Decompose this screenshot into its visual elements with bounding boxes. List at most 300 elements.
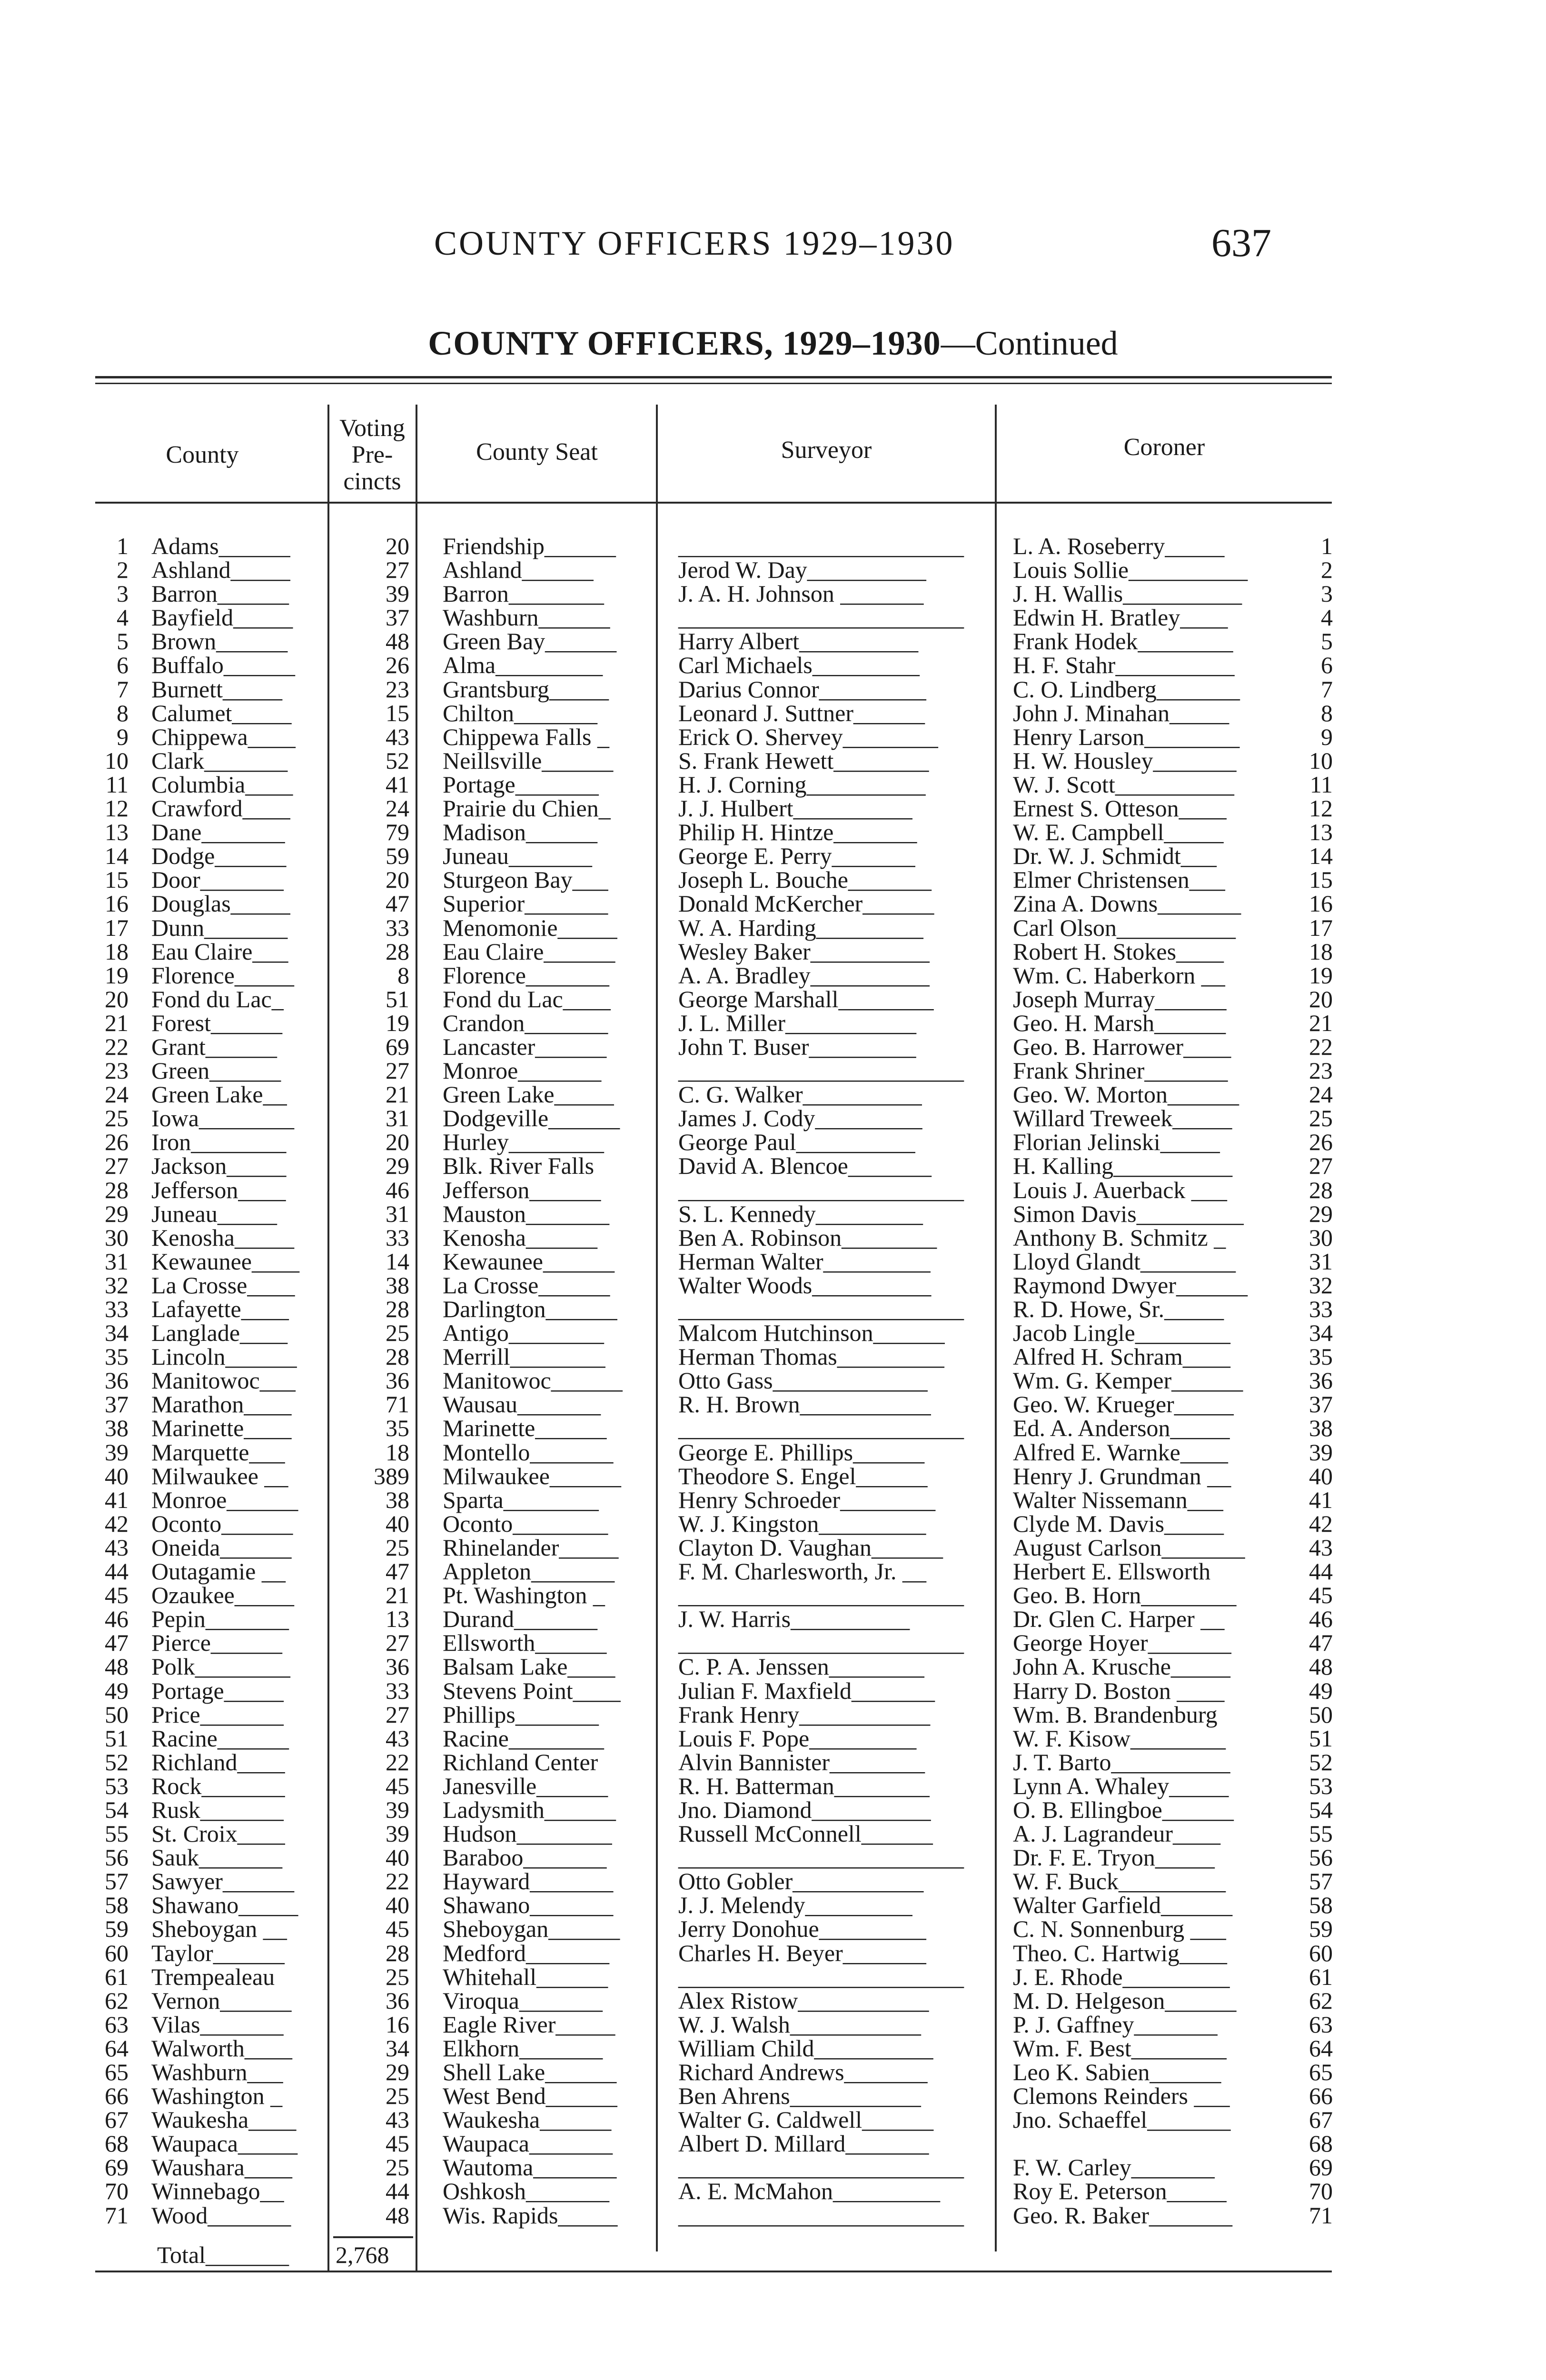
surveyor: Ben A. Robinson________ (678, 1224, 937, 1251)
voting-precincts: 43 (386, 1725, 409, 1752)
table-row (0, 1703, 1546, 1726)
row-number: 62 (105, 1987, 129, 2014)
surveyor: ________________________ (678, 1057, 964, 1084)
voting-precincts: 27 (386, 1629, 409, 1656)
table-row (0, 1631, 1546, 1655)
table-row (0, 820, 1546, 844)
county-seat: Shell Lake______ (443, 2059, 617, 2085)
county-seat: Wis. Rapids_____ (443, 2202, 618, 2229)
table-row (0, 844, 1546, 868)
row-number-right: 71 (1309, 2202, 1333, 2229)
county-seat: Neillsville______ (443, 747, 614, 774)
row-number-right: 63 (1309, 2011, 1333, 2038)
row-number-right: 60 (1309, 1939, 1333, 1966)
county-seat: La Crosse______ (443, 1271, 610, 1299)
row-number-right: 61 (1309, 1963, 1333, 1990)
row-number-right: 44 (1309, 1558, 1333, 1585)
row-number: 63 (105, 2011, 129, 2038)
county-name: Douglas_____ (151, 890, 290, 917)
county-seat: Baraboo_______ (443, 1844, 607, 1871)
total-row (0, 2241, 1546, 2268)
surveyor: Charles H. Beyer_______ (678, 1939, 926, 1966)
row-number: 37 (105, 1391, 129, 1418)
surveyor: J. J. Melendy_________ (678, 1892, 912, 1919)
row-number-right: 36 (1309, 1367, 1333, 1394)
county-name: Forest______ (151, 1009, 282, 1036)
surveyor: W. A. Harding_________ (678, 914, 923, 941)
county-seat: Chippewa Falls _ (443, 723, 609, 750)
county-seat: Antigo________ (443, 1319, 604, 1347)
row-number: 19 (105, 962, 129, 989)
coroner: C. O. Lindberg_______ (1013, 675, 1240, 703)
row-number: 32 (105, 1271, 129, 1299)
row-number: 22 (105, 1033, 129, 1060)
coroner: Carl Olson__________ (1013, 914, 1236, 941)
voting-precincts: 20 (386, 866, 409, 893)
voting-precincts: 45 (386, 1772, 409, 1799)
surveyor: George Paul__________ (678, 1129, 915, 1156)
row-number-right: 45 (1309, 1582, 1333, 1609)
coroner: J. E. Rhode_________ (1013, 1963, 1230, 1990)
row-number: 6 (117, 652, 129, 679)
county-seat: Montello_______ (443, 1438, 614, 1466)
coroner: Wm. G. Kemper______ (1013, 1367, 1243, 1394)
county-name: Vilas_______ (151, 2011, 284, 2038)
voting-precincts: 43 (386, 723, 409, 750)
row-number: 15 (105, 866, 129, 893)
coroner: J. T. Barto__________ (1013, 1748, 1230, 1775)
voting-precincts: 27 (386, 1701, 409, 1728)
coroner: Alfred H. Schram____ (1013, 1343, 1230, 1370)
surveyor: George E. Phillips______ (678, 1438, 925, 1466)
row-number-right: 19 (1309, 962, 1333, 989)
row-number: 60 (105, 1939, 129, 1966)
table-row (0, 1011, 1546, 1035)
row-number: 16 (105, 890, 129, 917)
surveyor: Herman Walter_________ (678, 1248, 931, 1275)
row-number: 45 (105, 1582, 129, 1609)
voting-precincts: 38 (386, 1486, 409, 1513)
total-rule (333, 2236, 413, 2238)
county-name: Oconto______ (151, 1510, 293, 1537)
surveyor: Alvin Bannister________ (678, 1748, 925, 1775)
row-number-right: 24 (1309, 1081, 1333, 1108)
row-number-right: 21 (1309, 1009, 1333, 1036)
table-row (0, 2132, 1546, 2155)
table-row (0, 1488, 1546, 1512)
coroner: Leo K. Sabien______ (1013, 2059, 1221, 2085)
coroner: Dr. F. E. Tryon_____ (1013, 1844, 1215, 1871)
table-row (0, 987, 1546, 1011)
county-name: Richland____ (151, 1748, 285, 1775)
coroner: George Hoyer_______ (1013, 1629, 1231, 1656)
county-seat: Alma_________ (443, 652, 603, 679)
coroner: J. H. Wallis__________ (1013, 580, 1242, 607)
surveyor: C. P. A. Jenssen________ (678, 1653, 924, 1680)
surveyor: James J. Cody_________ (678, 1105, 922, 1132)
county-name: Burnett_____ (151, 675, 282, 703)
coroner: Geo. W. Krueger_____ (1013, 1391, 1234, 1418)
voting-precincts: 20 (386, 533, 409, 559)
row-number: 28 (105, 1176, 129, 1203)
county-seat: Marinette______ (443, 1415, 607, 1442)
coroner: Wm. F. Best________ (1013, 2034, 1227, 2062)
county-name: Florence_____ (151, 962, 294, 989)
coroner: John A. Krusche_____ (1013, 1653, 1230, 1680)
county-name: Dane_______ (151, 819, 285, 846)
row-number: 27 (105, 1152, 129, 1180)
county-seat: Prairie du Chien_ (443, 795, 611, 822)
table-title-suffix: —Continued (941, 324, 1118, 362)
coroner: Alfred E. Warnke____ (1013, 1438, 1228, 1466)
surveyor: Darius Connor_________ (678, 675, 926, 703)
surveyor: ________________________ (678, 604, 964, 631)
coroner: Geo. B. Harrower____ (1013, 1033, 1231, 1060)
coroner: Henry J. Grundman __ (1013, 1462, 1231, 1489)
county-name: Fond du Lac_ (151, 985, 284, 1012)
surveyor: ________________________ (678, 533, 964, 559)
voting-precincts: 29 (386, 2059, 409, 2085)
county-seat: Elkhorn_______ (443, 2034, 603, 2062)
row-number: 71 (105, 2202, 129, 2229)
surveyor: ________________________ (678, 1296, 964, 1322)
county-name: Portage_____ (151, 1677, 284, 1704)
county-seat: Green Bay______ (443, 628, 617, 655)
row-number: 70 (105, 2178, 129, 2205)
county-name: Waushara____ (151, 2154, 292, 2181)
table-row (0, 2084, 1546, 2108)
total-value: 2,768 (336, 2241, 389, 2268)
row-number-right: 35 (1309, 1343, 1333, 1370)
county-name: Racine______ (151, 1725, 289, 1752)
surveyor: F. M. Charlesworth, Jr. __ (678, 1558, 926, 1585)
county-seat: Juneau_______ (443, 843, 592, 870)
voting-precincts: 25 (386, 2082, 409, 2110)
surveyor: ________________________ (678, 1415, 964, 1442)
row-number: 25 (105, 1105, 129, 1132)
row-number: 1 (117, 533, 129, 559)
voting-precincts: 35 (386, 1415, 409, 1442)
voting-precincts: 15 (386, 699, 409, 726)
surveyor: A. E. McMahon_________ (678, 2178, 940, 2205)
row-number: 39 (105, 1438, 129, 1466)
row-number: 66 (105, 2082, 129, 2110)
voting-precincts: 59 (386, 843, 409, 870)
voting-precincts: 389 (374, 1462, 409, 1489)
county-name: St. Croix____ (151, 1820, 285, 1847)
row-number: 52 (105, 1748, 129, 1775)
coroner: L. A. Roseberry_____ (1013, 533, 1225, 559)
voting-precincts: 39 (386, 1796, 409, 1823)
surveyor: Philip H. Hintze_______ (678, 819, 917, 846)
voting-precincts: 27 (386, 556, 409, 584)
county-seat: West Bend______ (443, 2082, 617, 2110)
county-name: Eau Claire___ (151, 938, 288, 965)
header-voting-line: Voting (339, 415, 405, 442)
row-number-right: 2 (1321, 556, 1333, 584)
table-row (0, 749, 1546, 773)
surveyor: Louis F. Pope_________ (678, 1725, 917, 1752)
surveyor: Otto Gobler___________ (678, 1868, 924, 1895)
top-rule-thick (95, 376, 1332, 378)
row-number-right: 16 (1309, 890, 1333, 917)
header-county: County (166, 441, 239, 468)
table-row (0, 1607, 1546, 1631)
row-number: 8 (117, 699, 129, 726)
row-number: 49 (105, 1677, 129, 1704)
table-row (0, 1273, 1546, 1297)
table-row (0, 2036, 1546, 2060)
county-name: Dunn_______ (151, 914, 288, 941)
coroner: Raymond Dwyer______ (1013, 1271, 1248, 1299)
coroner: A. J. Lagrandeur____ (1013, 1820, 1220, 1847)
surveyor: John T. Buser_________ (678, 1033, 916, 1060)
row-number-right: 27 (1309, 1152, 1333, 1180)
county-seat: Ashland______ (443, 556, 594, 584)
header-county-seat: County Seat (476, 438, 598, 466)
surveyor: Donald McKercher______ (678, 890, 934, 917)
table-row (0, 1536, 1546, 1559)
coroner: Herbert E. Ellsworth (1013, 1558, 1211, 1585)
voting-precincts: 26 (386, 652, 409, 679)
table-row (0, 1392, 1546, 1416)
table-row (0, 1464, 1546, 1488)
county-name: Juneau_____ (151, 1200, 277, 1227)
table-row (0, 1750, 1546, 1774)
coroner: Lloyd Glandt________ (1013, 1248, 1236, 1275)
voting-precincts: 46 (386, 1176, 409, 1203)
table-row (0, 1202, 1546, 1226)
row-number-right: 28 (1309, 1176, 1333, 1203)
table-row (0, 2203, 1546, 2227)
county-name: Wood_______ (151, 2202, 291, 2229)
county-name: La Crosse____ (151, 1271, 295, 1299)
row-number-right: 54 (1309, 1796, 1333, 1823)
surveyor: Jerod W. Day__________ (678, 556, 926, 584)
voting-precincts: 22 (386, 1868, 409, 1895)
page-number: 637 (1211, 221, 1271, 265)
voting-precincts: 45 (386, 1915, 409, 1943)
county-name: Polk________ (151, 1653, 290, 1680)
row-number: 44 (105, 1558, 129, 1585)
surveyor: W. J. Kingston_________ (678, 1510, 926, 1537)
coroner: F. W. Carley_______ (1013, 2154, 1215, 2181)
table-row (0, 582, 1546, 605)
county-seat: Friendship______ (443, 533, 616, 559)
coroner: Wm. B. Brandenburg (1013, 1701, 1218, 1728)
row-number: 24 (105, 1081, 129, 1108)
county-name: Rusk_______ (151, 1796, 284, 1823)
county-name: Milwaukee __ (151, 1462, 288, 1489)
county-rows (0, 534, 1546, 2227)
county-name: Pepin_______ (151, 1606, 289, 1633)
header-surveyor: Surveyor (781, 436, 872, 464)
row-number-right: 67 (1309, 2106, 1333, 2133)
row-number: 69 (105, 2154, 129, 2181)
county-name: Marinette____ (151, 1415, 292, 1442)
row-number-right: 57 (1309, 1868, 1333, 1895)
row-number-right: 10 (1309, 747, 1333, 774)
voting-precincts: 31 (386, 1105, 409, 1132)
surveyor: Herman Thomas_________ (678, 1343, 944, 1370)
table-row (0, 725, 1546, 749)
surveyor: Walter G. Caldwell______ (678, 2106, 934, 2133)
county-name: Green Lake__ (151, 1081, 287, 1108)
county-seat: Viroqua_______ (443, 1987, 603, 2014)
coroner: Robert H. Stokes____ (1013, 938, 1224, 965)
county-seat: Dodgeville______ (443, 1105, 620, 1132)
county-seat: Crandon_______ (443, 1009, 608, 1036)
voting-precincts: 24 (386, 795, 409, 822)
row-number: 40 (105, 1462, 129, 1489)
surveyor: H. J. Corning__________ (678, 771, 926, 798)
county-name: Marquette___ (151, 1438, 285, 1466)
row-number: 59 (105, 1915, 129, 1943)
surveyor: George Marshall________ (678, 985, 934, 1012)
row-number: 54 (105, 1796, 129, 1823)
county-seat: Oconto________ (443, 1510, 608, 1537)
surveyor: S. Frank Hewett________ (678, 747, 929, 774)
county-name: Monroe______ (151, 1486, 298, 1513)
county-name: Calumet_____ (151, 699, 292, 726)
row-number-right: 53 (1309, 1772, 1333, 1799)
table-row (0, 534, 1546, 558)
surveyor: ________________________ (678, 2202, 964, 2229)
coroner: H. W. Housley_______ (1013, 747, 1237, 774)
surveyor: Carl Michaels_________ (678, 652, 920, 679)
county-name: Marathon____ (151, 1391, 292, 1418)
voting-precincts: 44 (386, 2178, 409, 2205)
row-number-right: 33 (1309, 1296, 1333, 1322)
coroner: Simon Davis_________ (1013, 1200, 1244, 1227)
voting-precincts: 40 (386, 1892, 409, 1919)
row-number-right: 65 (1309, 2059, 1333, 2085)
surveyor: Wesley Baker__________ (678, 938, 930, 965)
surveyor: George E. Perry_______ (678, 843, 915, 870)
county-seat: Balsam Lake____ (443, 1653, 615, 1680)
voting-precincts: 36 (386, 1367, 409, 1394)
county-seat: Durand_______ (443, 1606, 597, 1633)
surveyor: ________________________ (678, 1629, 964, 1656)
county-seat: Manitowoc______ (443, 1367, 623, 1394)
row-number-right: 69 (1309, 2154, 1333, 2181)
county-name: Trempealeau (151, 1963, 275, 1990)
county-name: Brown______ (151, 628, 288, 655)
row-number-right: 26 (1309, 1129, 1333, 1156)
row-number: 34 (105, 1319, 129, 1347)
surveyor: Jno. Diamond__________ (678, 1796, 931, 1823)
surveyor: Alex Ristow___________ (678, 1987, 929, 2014)
county-seat: Hayward_______ (443, 1868, 614, 1895)
voting-precincts: 45 (386, 2130, 409, 2157)
voting-precincts: 22 (386, 1748, 409, 1775)
voting-precincts: 16 (386, 2011, 409, 2038)
row-number-right: 58 (1309, 1892, 1333, 1919)
voting-precincts: 28 (386, 1939, 409, 1966)
row-number: 55 (105, 1820, 129, 1847)
coroner: M. D. Helgeson______ (1013, 1987, 1237, 2014)
table-row (0, 916, 1546, 940)
row-number: 53 (105, 1772, 129, 1799)
county-seat: Ellsworth______ (443, 1629, 607, 1656)
coroner: Florian Jelinski_____ (1013, 1129, 1220, 1156)
coroner: Zina A. Downs_______ (1013, 890, 1241, 917)
coroner: W. F. Kisow________ (1013, 1725, 1226, 1752)
table-row (0, 1321, 1546, 1345)
row-number-right: 4 (1321, 604, 1333, 631)
row-number: 4 (117, 604, 129, 631)
surveyor: Clayton D. Vaughan______ (678, 1534, 943, 1561)
row-number-right: 49 (1309, 1677, 1333, 1704)
county-name: Vernon______ (151, 1987, 292, 2014)
row-number: 56 (105, 1844, 129, 1871)
table-row (0, 1130, 1546, 1154)
surveyor: C. G. Walker__________ (678, 1081, 922, 1108)
county-seat: Oshkosh_______ (443, 2178, 610, 2205)
row-number-right: 51 (1309, 1725, 1333, 1752)
county-seat: Barron________ (443, 580, 604, 607)
county-seat: Superior_______ (443, 890, 608, 917)
county-name: Price_______ (151, 1701, 284, 1728)
row-number: 38 (105, 1415, 129, 1442)
row-number-right: 40 (1309, 1462, 1333, 1489)
county-seat: Shawano_______ (443, 1892, 614, 1919)
county-seat: Eagle River_____ (443, 2011, 615, 2038)
table-row (0, 892, 1546, 915)
county-name: Barron______ (151, 580, 289, 607)
row-number: 50 (105, 1701, 129, 1728)
row-number-right: 18 (1309, 938, 1333, 965)
voting-precincts: 14 (386, 1248, 409, 1275)
county-seat: Sheboygan______ (443, 1915, 620, 1943)
county-name: Kewaunee____ (151, 1248, 299, 1275)
table-row (0, 1297, 1546, 1321)
voting-precincts: 21 (386, 1582, 409, 1609)
county-seat: Monroe_______ (443, 1057, 602, 1084)
county-seat: Portage_______ (443, 771, 599, 798)
county-seat: Hurley________ (443, 1129, 604, 1156)
header-precincts-line: Pre- (351, 441, 393, 468)
voting-precincts: 20 (386, 1129, 409, 1156)
coroner: O. B. Ellingboe______ (1013, 1796, 1234, 1823)
coroner: P. J. Gaffney_______ (1013, 2011, 1218, 2038)
table-row (0, 1035, 1546, 1059)
row-number-right: 42 (1309, 1510, 1333, 1537)
table-row (0, 1059, 1546, 1082)
surveyor: R. H. Brown___________ (678, 1391, 931, 1418)
row-number: 36 (105, 1367, 129, 1394)
row-number-right: 31 (1309, 1248, 1333, 1275)
table-row (0, 1583, 1546, 1607)
table-row (0, 1679, 1546, 1703)
row-number: 5 (117, 628, 129, 655)
coroner: Geo. R. Baker_______ (1013, 2202, 1233, 2229)
surveyor: Otto Gass_____________ (678, 1367, 928, 1394)
table-row (0, 2179, 1546, 2203)
row-number-right: 70 (1309, 2178, 1333, 2205)
surveyor: Henry Schroeder________ (678, 1486, 936, 1513)
row-number: 41 (105, 1486, 129, 1513)
row-number: 64 (105, 2034, 129, 2062)
voting-precincts: 33 (386, 914, 409, 941)
table-row (0, 629, 1546, 653)
surveyor: Richard Andrews_______ (678, 2059, 928, 2085)
surveyor: Albert D. Millard_______ (678, 2130, 929, 2157)
surveyor: Joseph L. Bouche_______ (678, 866, 932, 893)
coroner: C. N. Sonnenburg ___ (1013, 1915, 1226, 1943)
surveyor: Walter Woods__________ (678, 1271, 932, 1299)
coroner: Anthony B. Schmitz _ (1013, 1224, 1226, 1251)
